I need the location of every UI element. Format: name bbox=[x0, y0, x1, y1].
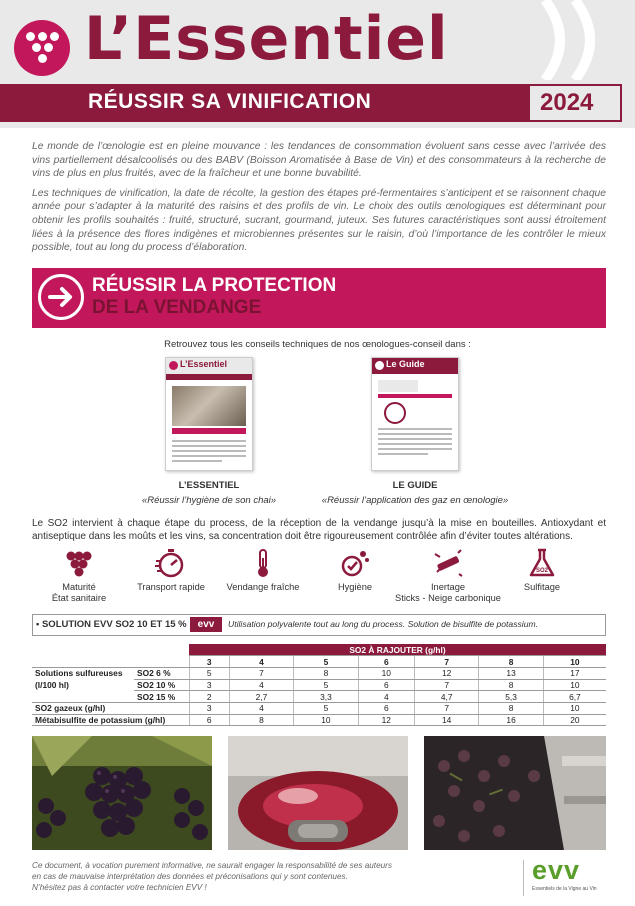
so2-description: Le SO2 intervient à chaque étape du process, de la réception de la vendange jusqu’à la mise en bouteilles. Antioxydant et antiseptique dans les moûts et les vins, sa concentration doit être rigoureusement contrôlée afin d’éviter toutes altérations. bbox=[32, 518, 606, 542]
decorative-arc-icon bbox=[535, 0, 615, 80]
table-group-label: Solutions sulfureuses bbox=[35, 668, 123, 679]
table-sub-label: SO2 15 % bbox=[134, 691, 189, 703]
page-subtitle: RÉUSSIR SA VINIFICATION bbox=[88, 90, 372, 113]
icon-sublabel: Sticks - Neige carbonique bbox=[395, 593, 501, 603]
so2-table bbox=[32, 644, 606, 726]
table-cell: 8 bbox=[479, 679, 543, 691]
table-col: 4 bbox=[229, 656, 293, 668]
footer-separator bbox=[523, 860, 524, 896]
table-row bbox=[32, 691, 606, 703]
table-cell: 7 bbox=[414, 679, 478, 691]
table-cell: 7 bbox=[229, 667, 293, 679]
resources-intro: Retrouvez tous les conseils techniques de nos œnologues-conseil dans : bbox=[164, 339, 471, 350]
table-cell: 12 bbox=[414, 667, 478, 679]
table-cell: 3 bbox=[189, 702, 229, 714]
disclaimer-line: Ce document, à vocation purement informative, ne saurait engager la responsabilité de ses auteurs bbox=[32, 861, 393, 870]
doc-thumbnail-essentiel[interactable] bbox=[165, 357, 253, 471]
table-cell: 8 bbox=[229, 714, 293, 726]
icon-label: Transport rapide bbox=[137, 582, 205, 592]
page-title: L’Essentiel bbox=[84, 4, 449, 74]
doc-subtitle: «Réussir l’application des gaz en œnologie» bbox=[321, 495, 509, 506]
table-cell: 3,3 bbox=[294, 691, 358, 703]
arrow-right-icon bbox=[38, 274, 84, 320]
thermometer-icon bbox=[246, 548, 280, 578]
table-cell: 4 bbox=[229, 702, 293, 714]
table-cell: 2,7 bbox=[229, 691, 293, 703]
icon-sulfitage bbox=[487, 548, 597, 593]
disclaimer-line: N’hésitez pas à contacter votre technicien EVV ! bbox=[32, 883, 207, 892]
solution-label: • SOLUTION EVV SO2 10 ET 15 % bbox=[36, 619, 187, 630]
table-row bbox=[32, 714, 606, 726]
inertage-icon bbox=[431, 548, 465, 578]
table-col: 8 bbox=[479, 656, 543, 668]
table-cell: 5 bbox=[189, 667, 229, 679]
photo-must bbox=[228, 736, 408, 850]
table-row bbox=[32, 702, 606, 714]
table-group-label: (l/100 hl) bbox=[35, 679, 69, 690]
table-sub-label: SO2 6 % bbox=[134, 667, 189, 679]
table-row-label: SO2 gazeux (g/hl) bbox=[32, 702, 189, 714]
table-row bbox=[32, 667, 606, 679]
table-cell: 4 bbox=[358, 691, 414, 703]
table-cell: 6 bbox=[358, 702, 414, 714]
evv-tag: evv bbox=[190, 617, 222, 632]
table-cell: 7 bbox=[414, 702, 478, 714]
icon-label: Inertage bbox=[430, 582, 466, 592]
table-col: 5 bbox=[294, 656, 358, 668]
icon-label: Maturité bbox=[62, 582, 96, 592]
doc-name: LE GUIDE bbox=[392, 480, 438, 491]
icon-label: Sulfitage bbox=[523, 582, 561, 592]
doc-name: L’ESSENTIEL bbox=[178, 480, 240, 491]
table-cell: 12 bbox=[358, 714, 414, 726]
flask-so2-icon bbox=[525, 548, 559, 578]
section-title-line1: RÉUSSIR LA PROTECTION bbox=[92, 275, 337, 296]
table-cell: 14 bbox=[414, 714, 478, 726]
doc-thumbnail-title: L’Essentiel bbox=[180, 359, 228, 369]
disclaimer-line: en cas de mauvaise interprétation des données et préconisations qui y sont contenues. bbox=[32, 872, 348, 881]
intro-text bbox=[32, 140, 606, 261]
icon-label: Vendange fraîche bbox=[226, 582, 300, 592]
table-col: 6 bbox=[358, 656, 414, 668]
table-header: SO2 À RAJOUTER (g/hl) bbox=[189, 644, 606, 656]
table-row bbox=[32, 679, 606, 691]
table-sub-label: SO2 10 % bbox=[134, 679, 189, 691]
photo-grapes bbox=[32, 736, 212, 850]
table-row-columns bbox=[32, 656, 606, 668]
stopwatch-icon bbox=[154, 548, 188, 578]
table-cell: 5,3 bbox=[479, 691, 543, 703]
table-cell: 8 bbox=[479, 702, 543, 714]
table-row-label: Métabisulfite de potassium (g/hl) bbox=[32, 714, 189, 726]
table-cell: 17 bbox=[543, 667, 606, 679]
doc-caption-guide bbox=[305, 480, 525, 506]
doc-thumbnail-guide[interactable] bbox=[371, 357, 459, 471]
table-cell: 3 bbox=[189, 679, 229, 691]
table-cell: 10 bbox=[543, 702, 606, 714]
table-col: 7 bbox=[414, 656, 478, 668]
year-label: 2024 bbox=[540, 89, 594, 116]
table-cell: 10 bbox=[294, 714, 358, 726]
grape-logo-icon bbox=[14, 20, 70, 76]
icon-sublabel: État sanitaire bbox=[51, 593, 107, 603]
table-cell: 4,7 bbox=[414, 691, 478, 703]
doc-thumbnail-title: Le Guide bbox=[386, 359, 425, 369]
table-cell: 13 bbox=[479, 667, 543, 679]
table-col: 10 bbox=[543, 656, 606, 668]
intro-paragraph-1: Le monde de l’œnologie est en pleine mouvance : les tendances de consommation évoluent sans cesse avec l’arrivée des vins partiellement désalcoolisés ou des BABV (Boisson Aromatisée à Base de Vin) et des consommateurs à la recherche de vins de plus en plus fruités, avec de la fraîcheur et une bonne buvabilité. bbox=[32, 141, 606, 180]
table-cell: 10 bbox=[543, 679, 606, 691]
section-title-line2: DE LA VENDANGE bbox=[92, 297, 262, 318]
disclaimer bbox=[32, 860, 502, 893]
table-cell: 5 bbox=[294, 702, 358, 714]
table-cell: 5 bbox=[294, 679, 358, 691]
table-col: 3 bbox=[189, 656, 229, 668]
table-cell: 2 bbox=[189, 691, 229, 703]
hygiene-icon bbox=[338, 548, 372, 578]
table-cell: 4 bbox=[229, 679, 293, 691]
solution-description: Utilisation polyvalente tout au long du process. Solution de bisulfite de potassium. bbox=[228, 619, 539, 629]
table-cell: 10 bbox=[358, 667, 414, 679]
table-cell: 8 bbox=[294, 667, 358, 679]
table-cell: 6 bbox=[189, 714, 229, 726]
table-cell: 6 bbox=[358, 679, 414, 691]
evv-logo: evv bbox=[532, 855, 581, 885]
evv-tagline: Essentiels de la Vigne au Vin bbox=[532, 886, 597, 892]
photo-destemmer bbox=[424, 736, 606, 850]
table-cell: 6,7 bbox=[543, 691, 606, 703]
intro-paragraph-2: Les techniques de vinification, la date de récolte, la gestion des étapes pré-fermentaires s’anticipent et se raisonnent chaque année pour s’adapter à la maturité des raisins et des profils de vin. Le choix des outils œnologiques est déterminant pour obtenir les profils souhaités : fruité, structuré, sucrant, gourmand, juteux. Ses futures caractéristiques sont aussi étroitement liées à la présence des flores indigènes et microbiennes présentes sur le raisin, d’où l’importance de les contrôler le mieux possible, tout au long du process d’élaboration. bbox=[32, 187, 606, 254]
table-cell: 20 bbox=[543, 714, 606, 726]
doc-caption-essentiel bbox=[99, 480, 319, 506]
svg-text:SO2: SO2 bbox=[535, 568, 549, 574]
doc-subtitle: «Réussir l’hygiène de son chai» bbox=[141, 495, 277, 506]
table-cell: 16 bbox=[479, 714, 543, 726]
icon-label: Hygiène bbox=[337, 582, 373, 592]
grape-icon bbox=[62, 548, 96, 578]
